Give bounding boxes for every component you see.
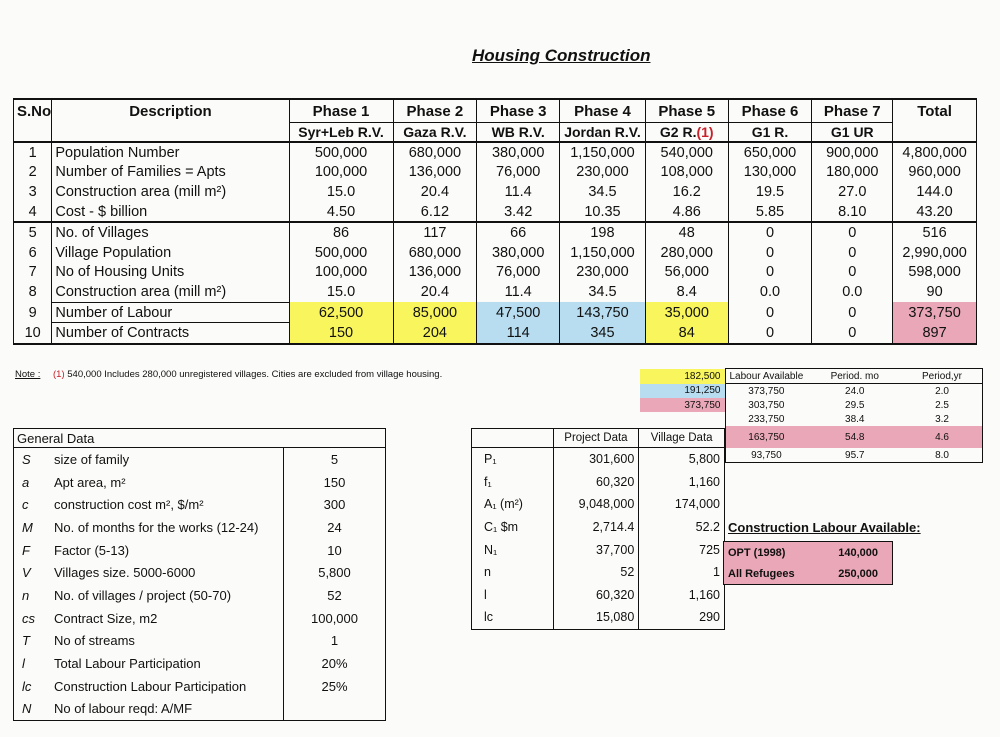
project-value: 37,700 [553, 538, 639, 561]
village-value: 174,000 [639, 493, 725, 516]
row-number: 5 [14, 222, 52, 243]
table-cell: 0.0 [728, 282, 812, 302]
header-total: Total [893, 99, 977, 123]
labour-cell: 95.7 [807, 448, 902, 463]
project-value: 60,320 [553, 471, 639, 494]
row-number: 8 [14, 282, 52, 302]
row-description: Construction area (mill m²) [52, 282, 289, 302]
table-cell: 0 [812, 243, 893, 263]
general-symbol: V [22, 565, 31, 581]
note-text: 540,000 Includes 280,000 unregistered villages. Cities are excluded from village housing. [67, 369, 443, 380]
table-cell: 680,000 [393, 243, 477, 263]
project-symbol: C₁ $m [472, 516, 554, 539]
table-cell: 345 [560, 323, 646, 344]
table-cell: 0 [812, 323, 893, 344]
project-row [472, 516, 725, 539]
table-cell: 56,000 [645, 263, 728, 283]
general-data-title: General Data [14, 429, 386, 448]
general-row [14, 584, 386, 607]
row-number: 4 [14, 202, 52, 223]
region-phase-5-label: G2 R. [659, 124, 697, 140]
labour-key: 191,250 [640, 384, 725, 399]
general-value: 100,000 [284, 607, 386, 630]
header-description: Description [52, 99, 289, 123]
labour-cell: 3.2 [902, 412, 982, 426]
table-cell: 6.12 [393, 202, 477, 223]
table-row [14, 302, 977, 323]
project-value: 301,600 [553, 448, 639, 471]
general-label: Villages size. 5000-6000 [54, 565, 196, 581]
table-cell: 84 [645, 323, 728, 344]
table-row [14, 222, 977, 243]
table-cell: 8.4 [645, 282, 728, 302]
project-value: 15,080 [553, 606, 639, 629]
row-number: 3 [14, 182, 52, 202]
village-value: 52.2 [639, 516, 725, 539]
labour-cell: 2.5 [902, 398, 982, 412]
housing-table [13, 98, 977, 345]
project-value: 9,048,000 [553, 493, 639, 516]
labour-cell: 8.0 [902, 448, 982, 463]
region-phase-2: Gaza R.V. [393, 123, 477, 143]
row-number: 9 [14, 302, 52, 323]
general-value: 24 [284, 516, 386, 539]
project-row [472, 448, 725, 471]
table-cell: 15.0 [289, 282, 393, 302]
general-row [14, 539, 386, 562]
table-cell: 0 [812, 302, 893, 323]
labour-key [640, 412, 725, 426]
footnote-mark: (1) [696, 124, 714, 140]
project-row [472, 493, 725, 516]
general-symbol: N [22, 701, 32, 717]
project-value: 52 [553, 561, 639, 584]
general-row [14, 675, 386, 698]
table-cell: 20.4 [393, 282, 477, 302]
table-cell: 34.5 [560, 282, 646, 302]
project-value: 60,320 [553, 584, 639, 607]
table-cell: 143,750 [560, 302, 646, 323]
row-number: 7 [14, 263, 52, 283]
project-symbol: n [472, 561, 554, 584]
header-phase-6: Phase 6 [728, 99, 812, 123]
table-cell: 380,000 [477, 243, 560, 263]
region-phase-1: Syr+Leb R.V. [289, 123, 393, 143]
table-cell: 0 [728, 263, 812, 283]
village-value: 5,800 [639, 448, 725, 471]
row-description: Construction area (mill m²) [52, 182, 289, 202]
table-cell: 4,800,000 [893, 142, 977, 163]
table-cell: 76,000 [477, 263, 560, 283]
general-value: 5,800 [284, 561, 386, 584]
table-cell: 650,000 [728, 142, 812, 163]
village-value: 290 [639, 606, 725, 629]
labour-key: 182,500 [640, 369, 725, 384]
table-cell: 150 [289, 323, 393, 344]
table-row [14, 163, 977, 183]
table-row [14, 202, 977, 223]
table-cell: 0 [728, 302, 812, 323]
table-cell: 144.0 [893, 182, 977, 202]
header-phase-4: Phase 4 [560, 99, 646, 123]
table-cell: 0 [728, 222, 812, 243]
labour-row [640, 369, 982, 384]
project-symbol: lc [472, 606, 554, 629]
header-phase-2: Phase 2 [393, 99, 477, 123]
table-cell: 1,150,000 [560, 243, 646, 263]
table-cell: 2,990,000 [893, 243, 977, 263]
labour-key: 373,750 [640, 398, 725, 412]
general-value: 10 [284, 539, 386, 562]
table-cell: 280,000 [645, 243, 728, 263]
table-cell: 136,000 [393, 163, 477, 183]
note-mark: (1) [53, 369, 65, 380]
general-label: No of labour reqd: A/MF [54, 701, 193, 717]
labour-cell: 2.0 [902, 384, 982, 399]
table-cell: 85,000 [393, 302, 477, 323]
village-value: 1,160 [639, 584, 725, 607]
general-row [14, 698, 386, 721]
construction-labour-title: Construction Labour Available: [728, 520, 921, 535]
general-label: Contract Size, m2 [54, 610, 158, 626]
general-row [14, 471, 386, 494]
row-description: Number of Labour [52, 302, 289, 323]
construction-labour-value: 250,000 [838, 567, 878, 580]
project-symbol: l [472, 584, 554, 607]
general-symbol: lc [22, 678, 32, 694]
region-phase-4: Jordan R.V. [560, 123, 646, 143]
general-label: construction cost m², $/m² [54, 497, 204, 513]
project-row [472, 606, 725, 629]
general-value: 1 [284, 630, 386, 653]
general-symbol: l [22, 656, 25, 672]
labour-row [640, 412, 982, 426]
table-cell: 516 [893, 222, 977, 243]
village-value: 725 [639, 538, 725, 561]
general-row [14, 652, 386, 675]
project-data-table [471, 428, 725, 630]
table-cell: 230,000 [560, 263, 646, 283]
labour-cell: 303,750 [725, 398, 807, 412]
general-symbol: T [22, 633, 30, 649]
table-cell: 76,000 [477, 163, 560, 183]
table-cell: 35,000 [645, 302, 728, 323]
table-cell: 114 [477, 323, 560, 344]
labour-cell: 54.8 [807, 426, 902, 448]
construction-labour-value: 140,000 [838, 546, 878, 559]
table-cell: 380,000 [477, 142, 560, 163]
labour-cell: 163,750 [725, 426, 807, 448]
table-cell: 5.85 [728, 202, 812, 223]
table-cell: 100,000 [289, 263, 393, 283]
village-value: 1 [639, 561, 725, 584]
labour-header: Labour Available [725, 369, 807, 384]
row-description: No. of Villages [52, 222, 289, 243]
general-value: 300 [284, 493, 386, 516]
general-value: 52 [284, 584, 386, 607]
general-value: 25% [284, 675, 386, 698]
general-value: 150 [284, 471, 386, 494]
table-cell: 100,000 [289, 163, 393, 183]
header-phase-3: Phase 3 [477, 99, 560, 123]
general-label: No of streams [54, 633, 135, 649]
table-cell: 204 [393, 323, 477, 344]
table-row [14, 142, 977, 163]
general-symbol: cs [22, 610, 35, 626]
general-label: Apt area, m² [54, 474, 126, 490]
table-cell: 108,000 [645, 163, 728, 183]
labour-cell: 29.5 [845, 399, 865, 411]
table-row [14, 263, 977, 283]
general-label: Construction Labour Participation [54, 678, 247, 694]
table-cell: 4.86 [645, 202, 728, 223]
table-cell: 66 [477, 222, 560, 243]
table-cell: 4.50 [289, 202, 393, 223]
header-phase-1: Phase 1 [289, 99, 393, 123]
region-phase-5 [645, 123, 728, 143]
row-description: Cost - $ billion [52, 202, 289, 223]
general-label: No. of villages / project (50-70) [54, 587, 232, 603]
general-row [14, 561, 386, 584]
table-cell: 15.0 [289, 182, 393, 202]
general-row [14, 630, 386, 653]
table-row [14, 243, 977, 263]
project-row [472, 538, 725, 561]
general-symbol: c [22, 497, 29, 513]
table-cell: 500,000 [289, 142, 393, 163]
table-cell: 27.0 [812, 182, 893, 202]
general-label: size of family [54, 451, 130, 467]
construction-labour-table [723, 541, 893, 585]
table-cell: 136,000 [393, 263, 477, 283]
header-phase-7: Phase 7 [812, 99, 893, 123]
table-row [14, 282, 977, 302]
row-number: 2 [14, 163, 52, 183]
project-symbol: P₁ [472, 448, 554, 471]
table-cell: 0.0 [812, 282, 893, 302]
row-description: Number of Families = Apts [52, 163, 289, 183]
project-data-header: Project Data [553, 429, 639, 448]
general-symbol: a [22, 474, 30, 490]
table-cell: 16.2 [645, 182, 728, 202]
village-data-header: Village Data [639, 429, 725, 448]
project-symbol: f₁ [472, 471, 554, 494]
project-row [472, 584, 725, 607]
table-cell: 540,000 [645, 142, 728, 163]
table-cell: 48 [645, 222, 728, 243]
table-cell: 47,500 [477, 302, 560, 323]
page-title: Housing Construction [472, 46, 651, 65]
table-cell: 900,000 [812, 142, 893, 163]
general-symbol: F [22, 542, 30, 558]
table-cell: 500,000 [289, 243, 393, 263]
table-cell: 680,000 [393, 142, 477, 163]
general-symbol: S [22, 451, 31, 467]
general-value [284, 698, 386, 721]
project-value: 2,714.4 [553, 516, 639, 539]
project-symbol: A₁ (m²) [472, 493, 554, 516]
general-value: 5 [284, 448, 386, 471]
labour-cell: 373,750 [725, 384, 807, 399]
general-row [14, 516, 386, 539]
header-phase-5: Phase 5 [645, 99, 728, 123]
general-label: Total Labour Participation [54, 656, 201, 672]
labour-cell: 38.4 [845, 413, 865, 425]
construction-labour-row [724, 563, 893, 585]
labour-row [640, 398, 982, 412]
footnote [15, 369, 442, 380]
construction-labour-row [724, 542, 893, 564]
table-cell: 8.10 [812, 202, 893, 223]
row-description: Population Number [52, 142, 289, 163]
general-data-table [13, 428, 386, 721]
project-row [472, 471, 725, 494]
table-cell: 1,150,000 [560, 142, 646, 163]
labour-header: Period. mo [807, 369, 902, 384]
labour-cell: 93,750 [725, 448, 807, 463]
table-cell: 0 [728, 243, 812, 263]
general-label: No. of months for the works (12-24) [54, 519, 259, 535]
note-label: Note : [15, 369, 41, 380]
region-phase-3: WB R.V. [477, 123, 560, 143]
region-phase-7: G1 UR [812, 123, 893, 143]
general-symbol: n [22, 587, 30, 603]
general-row [14, 493, 386, 516]
labour-cell: 233,750 [725, 412, 807, 426]
row-description: Village Population [52, 243, 289, 263]
row-description: No of Housing Units [52, 263, 289, 283]
table-cell: 3.42 [477, 202, 560, 223]
table-cell: 117 [393, 222, 477, 243]
row-number: 10 [14, 323, 52, 344]
region-phase-6: G1 R. [728, 123, 812, 143]
table-cell: 0 [728, 323, 812, 344]
labour-cell: 4.6 [902, 426, 982, 448]
general-symbol: M [22, 519, 33, 535]
table-cell: 598,000 [893, 263, 977, 283]
table-cell: 34.5 [560, 182, 646, 202]
construction-labour-label: All Refugees [728, 567, 795, 580]
row-number: 1 [14, 142, 52, 163]
table-cell: 62,500 [289, 302, 393, 323]
table-cell: 43.20 [893, 202, 977, 223]
project-symbol: N₁ [472, 538, 554, 561]
table-cell: 20.4 [393, 182, 477, 202]
table-cell: 86 [289, 222, 393, 243]
table-cell: 90 [893, 282, 977, 302]
table-row [14, 182, 977, 202]
table-cell: 897 [893, 323, 977, 344]
table-cell: 11.4 [477, 282, 560, 302]
labour-header: Period,yr [902, 369, 982, 384]
table-cell: 960,000 [893, 163, 977, 183]
project-row [472, 561, 725, 584]
general-value: 20% [284, 652, 386, 675]
table-cell: 0 [812, 222, 893, 243]
housing-table-body [14, 142, 977, 344]
row-description: Number of Contracts [52, 323, 289, 344]
table-cell: 230,000 [560, 163, 646, 183]
table-cell: 130,000 [728, 163, 812, 183]
general-label: Factor (5-13) [54, 542, 130, 558]
table-cell: 373,750 [893, 302, 977, 323]
table-cell: 0 [812, 263, 893, 283]
table-row [14, 323, 977, 344]
table-cell: 19.5 [728, 182, 812, 202]
general-row [14, 448, 386, 471]
general-row [14, 607, 386, 630]
table-cell: 198 [560, 222, 646, 243]
header-sno: S.No [14, 99, 52, 123]
village-value: 1,160 [639, 471, 725, 494]
labour-row [640, 384, 982, 399]
table-cell: 180,000 [812, 163, 893, 183]
table-cell: 11.4 [477, 182, 560, 202]
row-number: 6 [14, 243, 52, 263]
labour-cell: 24.0 [845, 385, 865, 397]
construction-labour-label: OPT (1998) [728, 546, 786, 559]
table-cell: 10.35 [560, 202, 646, 223]
